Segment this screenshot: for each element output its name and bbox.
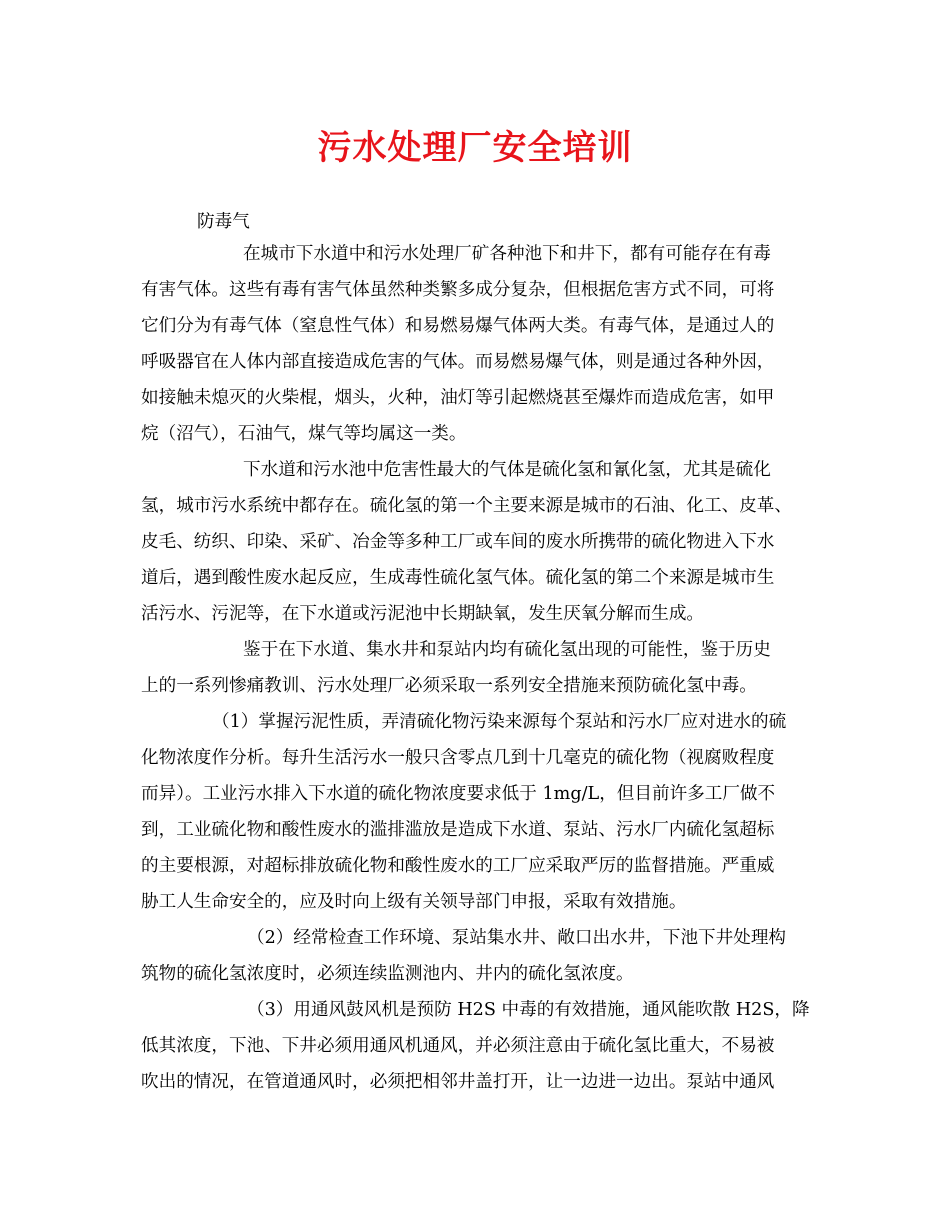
- paragraph-line: 氢，城市污水系统中都存在。硫化氢的第一个主要来源是城市的石油、化工、皮革、: [141, 496, 792, 516]
- paragraph-line: 胁工人生命安全的，应及时向上级有关领导部门申报，采取有效措施。: [141, 892, 687, 912]
- paragraph-line: 皮毛、纺织、印染、采矿、冶金等多种工厂或车间的废水所携带的硫化物进入下水: [141, 532, 775, 552]
- document-title: 污水处理厂安全培训: [317, 128, 633, 168]
- list-item-line: （2）经常检查工作环境、泵站集水井、敞口出水井，下池下井处理构: [247, 928, 787, 948]
- paragraph-line: 上的一系列惨痛教训、污水处理厂必须采取一系列安全措施来预防硫化氢中毒。: [141, 676, 757, 696]
- paragraph-line: 鉴于在下水道、集水井和泵站内均有硫化氢出现的可能性，鉴于历史: [243, 640, 771, 660]
- paragraph-line: 的主要根源，对超标排放硫化物和酸性废水的工厂应采取严厉的监督措施。严重威: [141, 856, 775, 876]
- list-item-line: （1）掌握污泥性质，弄清硫化物污染来源每个泵站和污水厂应对进水的硫: [212, 712, 787, 732]
- paragraph-line: 而异）。工业污水排入下水道的硫化物浓度要求低于 1mg/L，但目前许多工厂做不: [141, 784, 776, 804]
- paragraph-line: 下水道和污水池中危害性最大的气体是硫化氢和氰化氢，尤其是硫化: [243, 460, 771, 480]
- paragraph-line: 道后，遇到酸性废水起反应，生成毒性硫化氢气体。硫化氢的第二个来源是城市生: [141, 568, 775, 588]
- paragraph-line: 呼吸器官在人体内部直接造成危害的气体。而易燃易爆气体，则是通过各种外因，: [141, 352, 775, 372]
- paragraph-line: 有害气体。这些有毒有害气体虽然种类繁多成分复杂，但根据危害方式不同，可将: [141, 280, 775, 300]
- paragraph-line: 它们分为有毒气体（窒息性气体）和易燃易爆气体两大类。有毒气体，是通过人的: [141, 316, 775, 336]
- paragraph-line: 到，工业硫化物和酸性废水的滥排滥放是造成下水道、泵站、污水厂内硫化氢超标: [141, 820, 775, 840]
- section-heading: 防毒气: [197, 212, 250, 232]
- paragraph-line: 化物浓度作分析。每升生活污水一般只含零点几到十几毫克的硫化物（视腐败程度: [141, 748, 775, 768]
- paragraph-line: 如接触未熄灭的火柴棍，烟头，火种，油灯等引起燃烧甚至爆炸而造成危害，如甲: [141, 388, 775, 408]
- list-item-line: （3）用通风鼓风机是预防 H2S 中毒的有效措施，通风能吹散 H2S，降: [247, 1000, 810, 1020]
- paragraph-line: 吹出的情况，在管道通风时，必须把相邻井盖打开，让一边进一边出。泵站中通风: [141, 1072, 775, 1092]
- paragraph-line: 在城市下水道中和污水处理厂矿各种池下和井下，都有可能存在有毒: [243, 244, 771, 264]
- paragraph-line: 筑物的硫化氢浓度时，必须连续监测池内、井内的硫化氢浓度。: [141, 964, 634, 984]
- paragraph-line: 活污水、污泥等，在下水道或污泥池中长期缺氧，发生厌氧分解而生成。: [141, 604, 705, 624]
- paragraph-line: 低其浓度，下池、下井必须用通风机通风，并必须注意由于硫化氢比重大，不易被: [141, 1036, 775, 1056]
- paragraph-line: 烷（沼气），石油气，煤气等均属这一类。: [141, 424, 467, 444]
